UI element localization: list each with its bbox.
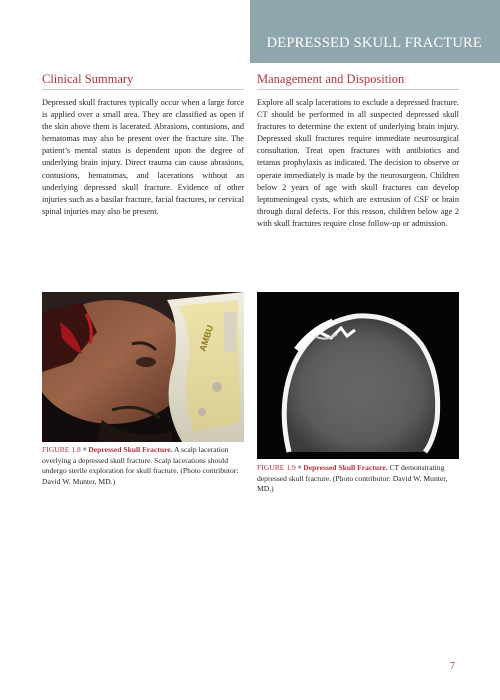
- management-rule: [257, 89, 459, 90]
- header-band: [250, 0, 500, 63]
- figure-1-9-label: FIGURE 1.9: [257, 463, 296, 472]
- figure-1-8-photo: [42, 292, 244, 442]
- figure-1-8-title: Depressed Skull Fracture.: [88, 445, 173, 454]
- figure-1-8-caption-text: A scalp laceration overlying a depressed skull fracture. Scalp lacerations should undergo sterile exploration for skull fracture. (Photo contributor: David W. Munter, MD.): [42, 445, 239, 486]
- caption-bullet-icon: ■: [82, 447, 87, 453]
- page-number: 7: [450, 661, 455, 672]
- management-text: [257, 97, 459, 230]
- clinical-summary-heading: Clinical Summary: [42, 72, 134, 86]
- management-heading: Management and Disposition: [257, 72, 405, 86]
- patient-head-illustration: [42, 292, 244, 442]
- figure-1-8-caption: [42, 445, 244, 487]
- figure-1-9-ct-image: [257, 292, 459, 459]
- running-header-title: DEPRESSED SKULL FRACTURE: [266, 35, 482, 51]
- clinical-summary-paragraph: Depressed skull fractures typically occur when a large force is applied over a small area. They are classified as open if the skin above them is lacerated. Abrasions, contusions, and hematomas may also be present over the fracture site. The patient’s mental status is dependent upon the degree of underlying brain injury. Direct trauma can cause abrasions, contusions, hematomas, and lacerations without an underlying depressed skull fracture. Evidence of other injuries such as a basilar fracture, facial fractures, or cervical spinal injuries may also be present.: [42, 98, 245, 216]
- clinical-summary-rule: [42, 89, 244, 90]
- ct-scan-illustration: [257, 292, 459, 459]
- figure-1-9-title: Depressed Skull Fracture.: [303, 463, 388, 472]
- figure-1-9-caption-text: CT demonstrating depressed skull fracture. (Photo contributor: David W. Munter, MD.): [257, 463, 448, 494]
- collar-label: AMBU: [197, 323, 216, 353]
- figure-1-8-label: FIGURE 1.8: [42, 445, 81, 454]
- management-paragraph: Explore all scalp lacerations to exclude a depressed fracture. CT should be performed in all suspected depressed skull fractures to determine the extent of underlying brain injury. Depressed skull fractures require immediate neurosurgical consultation. Treat open fractures with antibiotics and tetanus prophylaxis as indicated. The decision to observe or operate immediately is made by the neurosurgeon. Children below 2 years of age with skull fractures can develop leptomeningeal cysts, which are extrusion of CSF or brain through dural defects. For this reason, children below age 2 with skull fractures require close follow-up or admission.: [257, 98, 459, 228]
- clinical-summary-text: [42, 97, 244, 218]
- figure-1-9-caption: [257, 463, 459, 495]
- caption-bullet-icon: ■: [297, 465, 302, 471]
